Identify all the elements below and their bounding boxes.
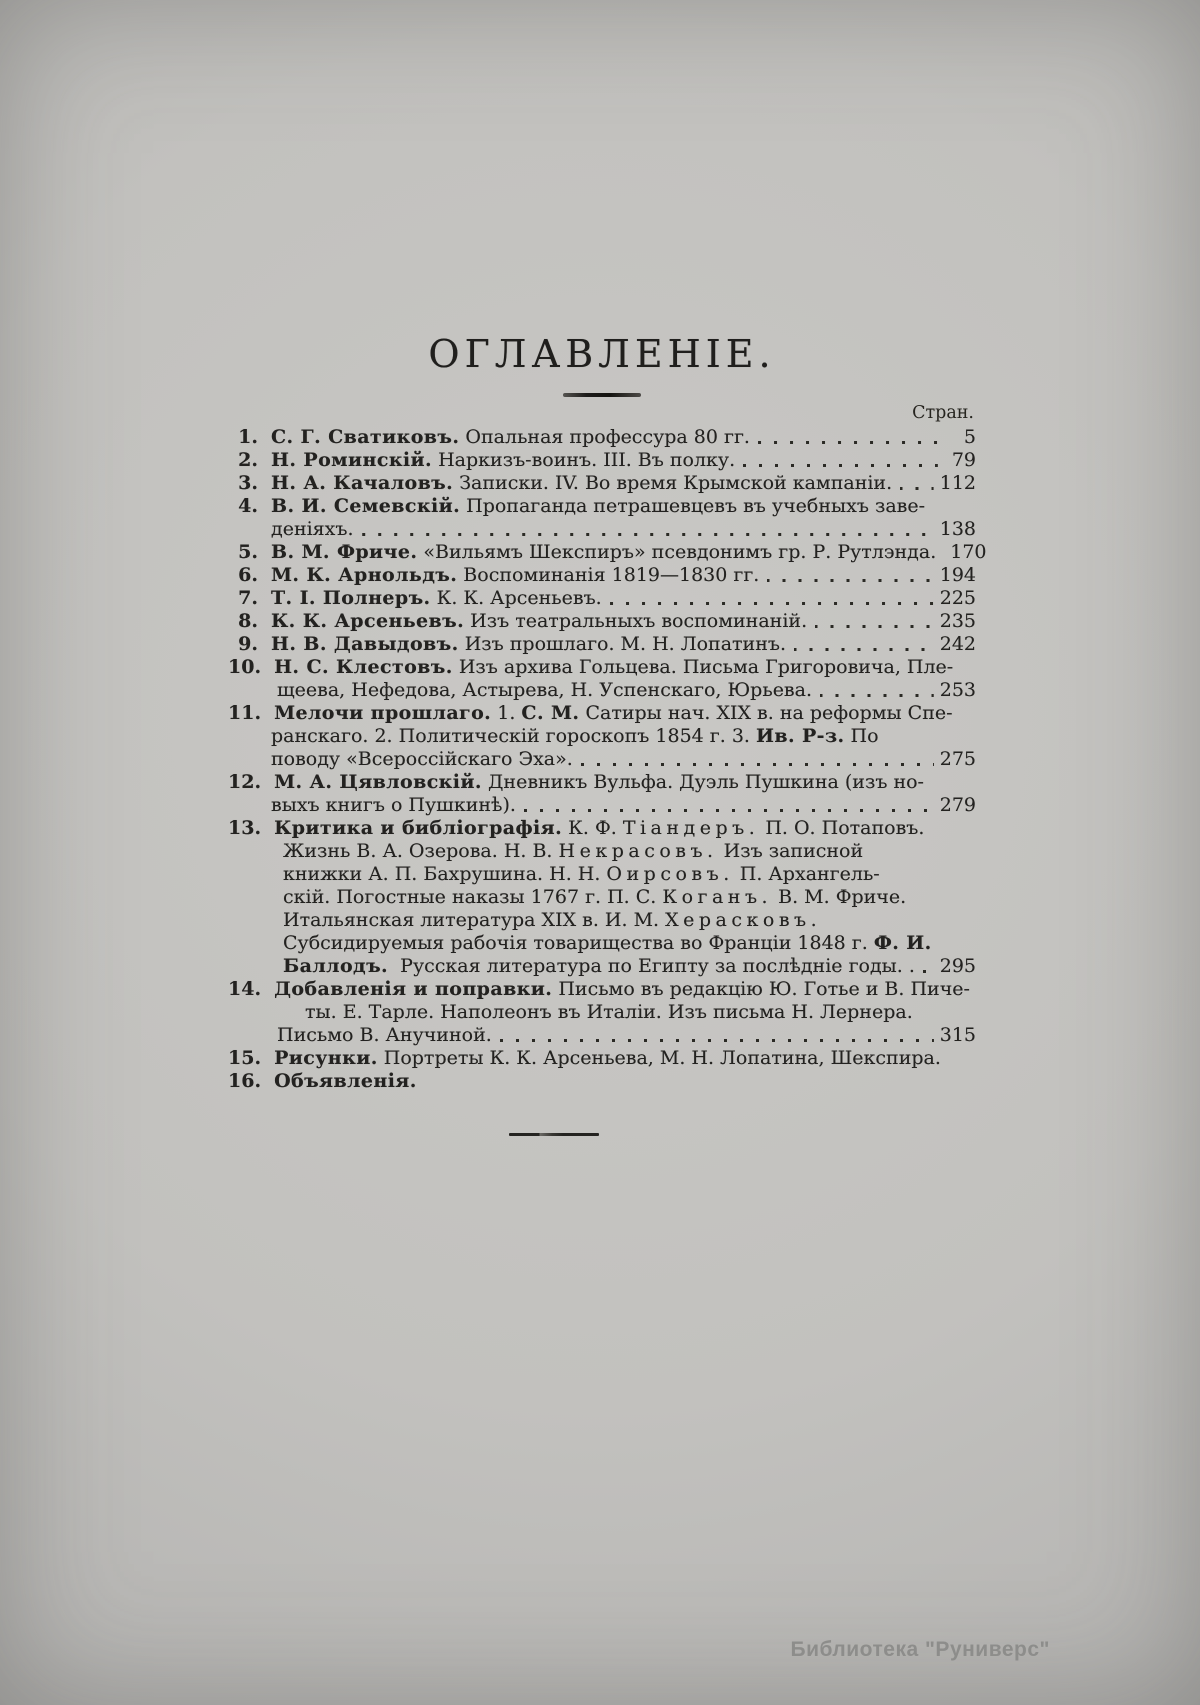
text-segment: Опальная профессура 80 гг. <box>459 426 750 448</box>
toc-list <box>228 426 987 1093</box>
entry-line <box>228 426 976 449</box>
text-segment: Критика и библіографія. <box>274 817 563 839</box>
entry-number: 13. <box>228 817 262 839</box>
text-segment: Ив. Р-з. <box>756 725 845 747</box>
text-segment: Баллодъ. <box>283 955 389 977</box>
page-number: 112 <box>939 472 976 494</box>
entry-line <box>228 794 976 817</box>
toc-entry <box>228 564 976 587</box>
entry-number: 11. <box>228 702 262 724</box>
text-segment: скій. Погостные наказы 1767 г. П. С. <box>283 886 663 908</box>
entry-line <box>228 1001 976 1024</box>
toc-entry <box>228 1047 976 1070</box>
entry-text <box>271 955 915 978</box>
entry-text <box>274 1070 417 1093</box>
entry-text <box>271 909 821 932</box>
entry-number: 8. <box>238 610 258 632</box>
entry-text <box>274 656 953 679</box>
title-divider <box>563 393 641 397</box>
text-segment: С. М. <box>521 702 580 724</box>
entry-text <box>274 771 924 794</box>
entry-text <box>271 886 906 909</box>
entry-line <box>228 633 976 656</box>
entry-line <box>228 495 976 518</box>
entry-number: 15. <box>228 1047 262 1069</box>
text-segment: В. М. Фриче. <box>271 541 418 563</box>
dot-leader <box>767 579 933 582</box>
text-segment: К. Ф. <box>562 817 623 839</box>
toc-entry <box>228 771 976 817</box>
entry-text <box>271 1024 492 1047</box>
entry-line <box>228 886 976 909</box>
entry-text <box>271 426 750 449</box>
page-number: 279 <box>939 794 976 816</box>
text-segment: Портреты К. К. Арсеньева, М. Н. Лопатина, Шекспира. <box>377 1047 941 1069</box>
page-number: 5 <box>963 426 976 448</box>
entry-line <box>228 840 976 863</box>
text-segment: Некрасовъ. <box>558 840 718 862</box>
entry-text <box>274 978 970 1001</box>
entry-text <box>271 932 932 955</box>
text-segment: Жизнь В. А. Озерова. Н. В. <box>283 840 559 862</box>
text-segment: К. К. Арсеньевъ. <box>271 610 465 632</box>
text-segment: ты. Е. Тарле. Наполеонъ въ Италіи. Изъ письма Н. Лернера. <box>305 1001 913 1023</box>
text-segment: М. К. Арнольдъ. <box>271 564 458 586</box>
library-watermark: Библиотека "Руниверс" <box>790 1638 1050 1661</box>
text-segment: С. Г. Сватиковъ. <box>271 426 460 448</box>
text-segment: К. К. Арсеньевъ. <box>430 587 602 609</box>
toc-entry <box>228 587 976 610</box>
toc-entry <box>228 495 976 541</box>
text-segment: Субсидируемыя рабочія товарищества во Франціи 1848 г. <box>283 932 874 954</box>
entry-number: 4. <box>238 495 258 517</box>
entry-text <box>271 472 892 495</box>
entry-line <box>228 909 976 932</box>
dot-leader <box>820 694 934 697</box>
entry-line <box>228 863 976 886</box>
page-content <box>228 332 987 1136</box>
entry-line <box>228 702 976 725</box>
text-segment: Письмо В. Анучиной. <box>277 1024 492 1046</box>
entry-number: 12. <box>228 771 262 793</box>
text-segment: «Вильямъ Шекспиръ» псевдонимъ гр. Р. Рутлэнда. <box>417 541 937 563</box>
entry-line <box>228 1047 976 1070</box>
entry-line <box>228 725 976 748</box>
entry-line <box>228 541 987 564</box>
text-segment: Коганъ. <box>662 886 773 908</box>
dot-leader <box>758 441 938 444</box>
text-segment: деніяхъ. <box>271 518 354 540</box>
entry-line <box>228 449 976 472</box>
text-segment: М. А. Цявловскій. <box>274 771 482 793</box>
dot-leader <box>581 763 934 766</box>
text-segment: Тіандеръ. <box>622 817 760 839</box>
page-number: 275 <box>939 748 976 770</box>
entry-number: 7. <box>238 587 258 609</box>
text-segment: Итальянская литература XIX в. И. М. <box>283 909 666 931</box>
text-segment: Записки. IV. Во время Крымской кампаніи. <box>453 472 893 494</box>
text-segment: В. М. Фриче. <box>772 886 907 908</box>
toc-entry <box>228 1070 976 1093</box>
page-number: 170 <box>950 541 987 563</box>
dot-leader <box>794 648 934 651</box>
text-segment: книжки А. П. Бахрушина. Н. Н. <box>283 863 607 885</box>
text-segment: Изъ театральныхъ воспоминаній. <box>464 610 808 632</box>
entry-text <box>271 748 573 771</box>
text-segment: Херасковъ. <box>665 909 822 931</box>
toc-entry <box>228 633 976 656</box>
entry-text <box>271 495 925 518</box>
text-segment: поводу «Всероссійскаго Эха». <box>271 748 573 770</box>
entry-text <box>271 863 880 886</box>
entry-number: 14. <box>228 978 262 1000</box>
toc-entry <box>228 426 976 449</box>
dot-leader <box>500 1039 934 1042</box>
text-segment: П. О. Потаповъ. <box>759 817 925 839</box>
entry-number: 6. <box>238 564 258 586</box>
toc-entry <box>228 656 976 702</box>
page-number: 79 <box>951 449 976 471</box>
page-number-column-header: Стран. <box>912 403 974 423</box>
toc-entry <box>228 472 976 495</box>
text-segment: Мелочи прошлаго. <box>274 702 492 724</box>
entry-text <box>271 587 602 610</box>
text-segment: Сатиры нач. XIX в. на реформы Спе- <box>579 702 953 724</box>
text-segment: Изъ записной <box>717 840 864 862</box>
toc-entry <box>228 449 976 472</box>
entry-text <box>274 702 953 725</box>
text-segment: Дневникъ Вульфа. Дуэль Пушкина (изъ но- <box>481 771 924 793</box>
text-segment: Т. І. Полнеръ. <box>271 587 431 609</box>
page-number: 315 <box>939 1024 976 1046</box>
entry-text <box>274 1047 941 1070</box>
text-segment: Письмо въ редакцію Ю. Готье и В. Пиче- <box>552 978 970 1000</box>
entry-text <box>271 794 516 817</box>
entry-line <box>228 518 976 541</box>
entry-text <box>271 564 759 587</box>
entry-line <box>228 679 976 702</box>
entry-number: 3. <box>238 472 258 494</box>
dot-leader <box>610 602 934 605</box>
text-segment: Рисунки. <box>274 1047 378 1069</box>
entry-line <box>228 656 976 679</box>
toc-entry <box>228 702 976 771</box>
text-segment: В. И. Семевскій. <box>271 495 461 517</box>
entry-line <box>228 955 976 978</box>
toc-entry <box>228 610 976 633</box>
entry-text <box>271 679 812 702</box>
dot-leader <box>923 970 934 973</box>
page-number: 194 <box>939 564 976 586</box>
text-segment: П. Архангель- <box>733 863 880 885</box>
entry-line <box>228 1024 976 1047</box>
entry-number: 9. <box>238 633 258 655</box>
text-segment: Русская литература по Египту за послѣдніе годы. . <box>388 955 915 977</box>
dot-leader <box>743 464 938 467</box>
text-segment: Наркизъ-воинъ. III. Въ полку. <box>432 449 736 471</box>
page-number: 253 <box>939 679 976 701</box>
page-number: 295 <box>939 955 976 977</box>
page-number: 138 <box>939 518 976 540</box>
entry-number: 10. <box>228 656 262 678</box>
text-segment: Воспоминанія 1819—1830 гг. <box>457 564 760 586</box>
page-title: ОГЛАВЛЕНІЕ. <box>428 332 776 376</box>
text-segment: выхъ книгъ о Пушкинѣ). <box>271 794 516 816</box>
text-segment: Объявленія. <box>274 1070 417 1092</box>
text-segment: Н. Роминскій. <box>271 449 433 471</box>
entry-number: 5. <box>238 541 258 563</box>
text-segment: Изъ архива Гольцева. Письма Григоровича, Пле- <box>452 656 954 678</box>
entry-text <box>271 1001 913 1024</box>
text-segment: Н. А. Качаловъ. <box>271 472 454 494</box>
text-segment: щеева, Нефедова, Астырева, Н. Успенскаго, Юрьева. <box>277 679 812 701</box>
end-divider <box>509 1133 599 1136</box>
page-number: 242 <box>939 633 976 655</box>
text-segment: ранскаго. 2. Политическій гороскопъ 1854 г. 3. <box>271 725 756 747</box>
entry-line <box>228 978 976 1001</box>
entry-line <box>228 817 976 840</box>
text-segment: По <box>844 725 879 747</box>
text-segment: Пропаганда петрашевцевъ въ учебныхъ заве- <box>460 495 926 517</box>
toc-entry <box>228 978 976 1047</box>
entry-text <box>274 817 924 840</box>
page-number: 235 <box>939 610 976 632</box>
entry-line <box>228 932 976 955</box>
entry-line <box>228 587 976 610</box>
entry-line <box>228 472 976 495</box>
text-segment: Ф. И. <box>873 932 932 954</box>
text-segment: Н. С. Клестовъ. <box>274 656 453 678</box>
entry-line <box>228 610 976 633</box>
entry-line <box>228 771 976 794</box>
entry-text <box>271 840 863 863</box>
entry-line <box>228 748 976 771</box>
toc-entry <box>228 541 987 564</box>
entry-text <box>271 633 786 656</box>
dot-leader <box>362 533 934 536</box>
text-segment: Изъ прошлаго. М. Н. Лопатинъ. <box>458 633 786 655</box>
dot-leader <box>815 625 934 628</box>
dot-leader <box>524 809 934 812</box>
text-segment: Оирсовъ. <box>606 863 734 885</box>
entry-text <box>271 610 807 633</box>
entry-number: 1. <box>238 426 258 448</box>
entry-text <box>271 449 735 472</box>
dot-leader <box>900 487 934 490</box>
entry-line <box>228 564 976 587</box>
text-segment: Добавленія и поправки. <box>274 978 553 1000</box>
text-segment: Н. В. Давыдовъ. <box>271 633 459 655</box>
entry-text <box>271 725 879 748</box>
page-number: 225 <box>939 587 976 609</box>
entry-number: 2. <box>238 449 258 471</box>
entry-text <box>271 518 354 541</box>
entry-number: 16. <box>228 1070 262 1092</box>
entry-line <box>228 1070 976 1093</box>
entry-text <box>271 541 936 564</box>
text-segment: 1. <box>491 702 522 724</box>
toc-entry <box>228 817 976 978</box>
